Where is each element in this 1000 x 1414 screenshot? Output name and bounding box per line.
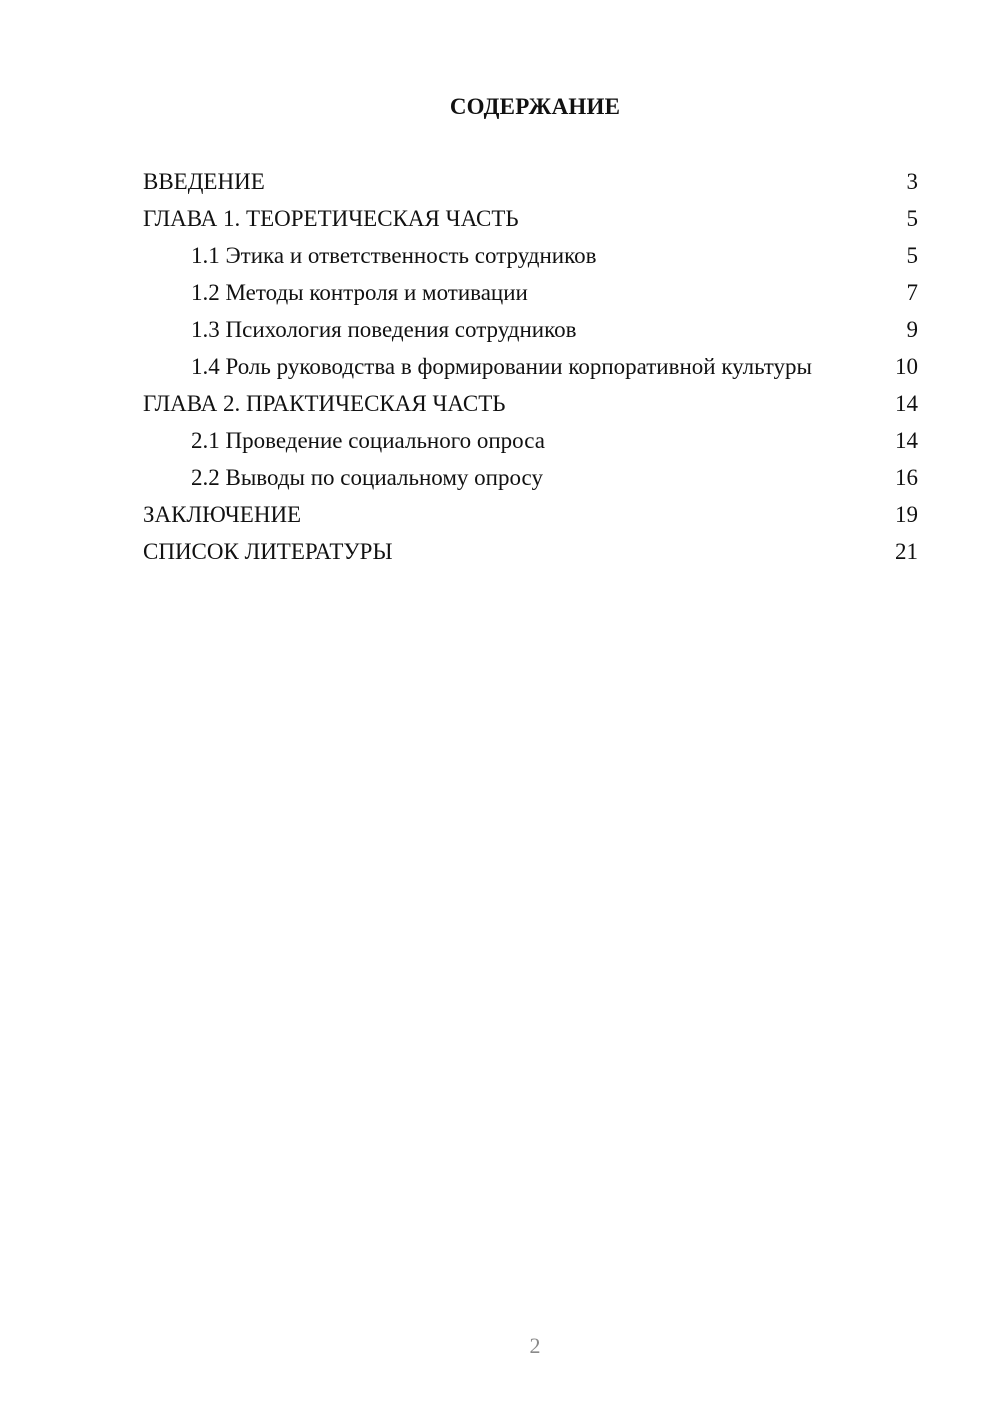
toc-entry-section-1-1 [143, 242, 918, 269]
toc-entry-section-1-3 [143, 316, 918, 343]
toc-entry-chapter-2 [143, 390, 918, 417]
toc-entry-section-2-2 [143, 464, 918, 491]
toc-entry-label: ЗАКЛЮЧЕНИЕ [143, 502, 302, 527]
toc-entry-section-2-1 [143, 427, 918, 454]
toc-entry-label: 1.3 Психология поведения сотрудников [191, 317, 577, 342]
toc-entry-section-1-2 [143, 279, 918, 306]
toc-entry-page: 19 [895, 502, 918, 527]
toc-entry-chapter-1 [143, 205, 918, 232]
toc-entry-page: 14 [895, 428, 918, 453]
toc-entry-label: 1.4 Роль руководства в формировании корпоративной культуры [191, 354, 812, 379]
toc-entry-page: 16 [895, 465, 918, 490]
toc-entry-label: 1.1 Этика и ответственность сотрудников [191, 243, 597, 268]
toc-entry-page: 10 [895, 354, 918, 379]
toc-entry-label: ВВЕДЕНИЕ [143, 169, 265, 194]
toc-entry-label: ГЛАВА 1. ТЕОРЕТИЧЕСКАЯ ЧАСТЬ [143, 206, 519, 231]
toc-entry-introduction [143, 168, 918, 195]
toc-entry-page: 5 [906, 206, 918, 231]
toc-entry-label: 1.2 Методы контроля и мотивации [191, 280, 528, 305]
toc-entry-page: 9 [906, 317, 918, 342]
toc-entry-section-1-4 [143, 353, 918, 380]
table-of-contents [143, 168, 918, 575]
toc-entry-page: 3 [906, 169, 918, 194]
toc-entry-page: 14 [895, 391, 918, 416]
toc-entry-page: 7 [906, 280, 918, 305]
toc-entry-label: 2.1 Проведение социального опроса [191, 428, 545, 453]
toc-title: СОДЕРЖАНИЕ [449, 94, 621, 119]
toc-entry-page: 5 [906, 243, 918, 268]
toc-entry-bibliography [143, 538, 918, 565]
page-number: 2 [529, 1333, 541, 1358]
toc-entry-page: 21 [895, 539, 918, 564]
toc-entry-conclusion [143, 501, 918, 528]
toc-entry-label: СПИСОК ЛИТЕРАТУРЫ [143, 539, 393, 564]
toc-entry-label: ГЛАВА 2. ПРАКТИЧЕСКАЯ ЧАСТЬ [143, 391, 506, 416]
toc-entry-label: 2.2 Выводы по социальному опросу [191, 465, 543, 490]
